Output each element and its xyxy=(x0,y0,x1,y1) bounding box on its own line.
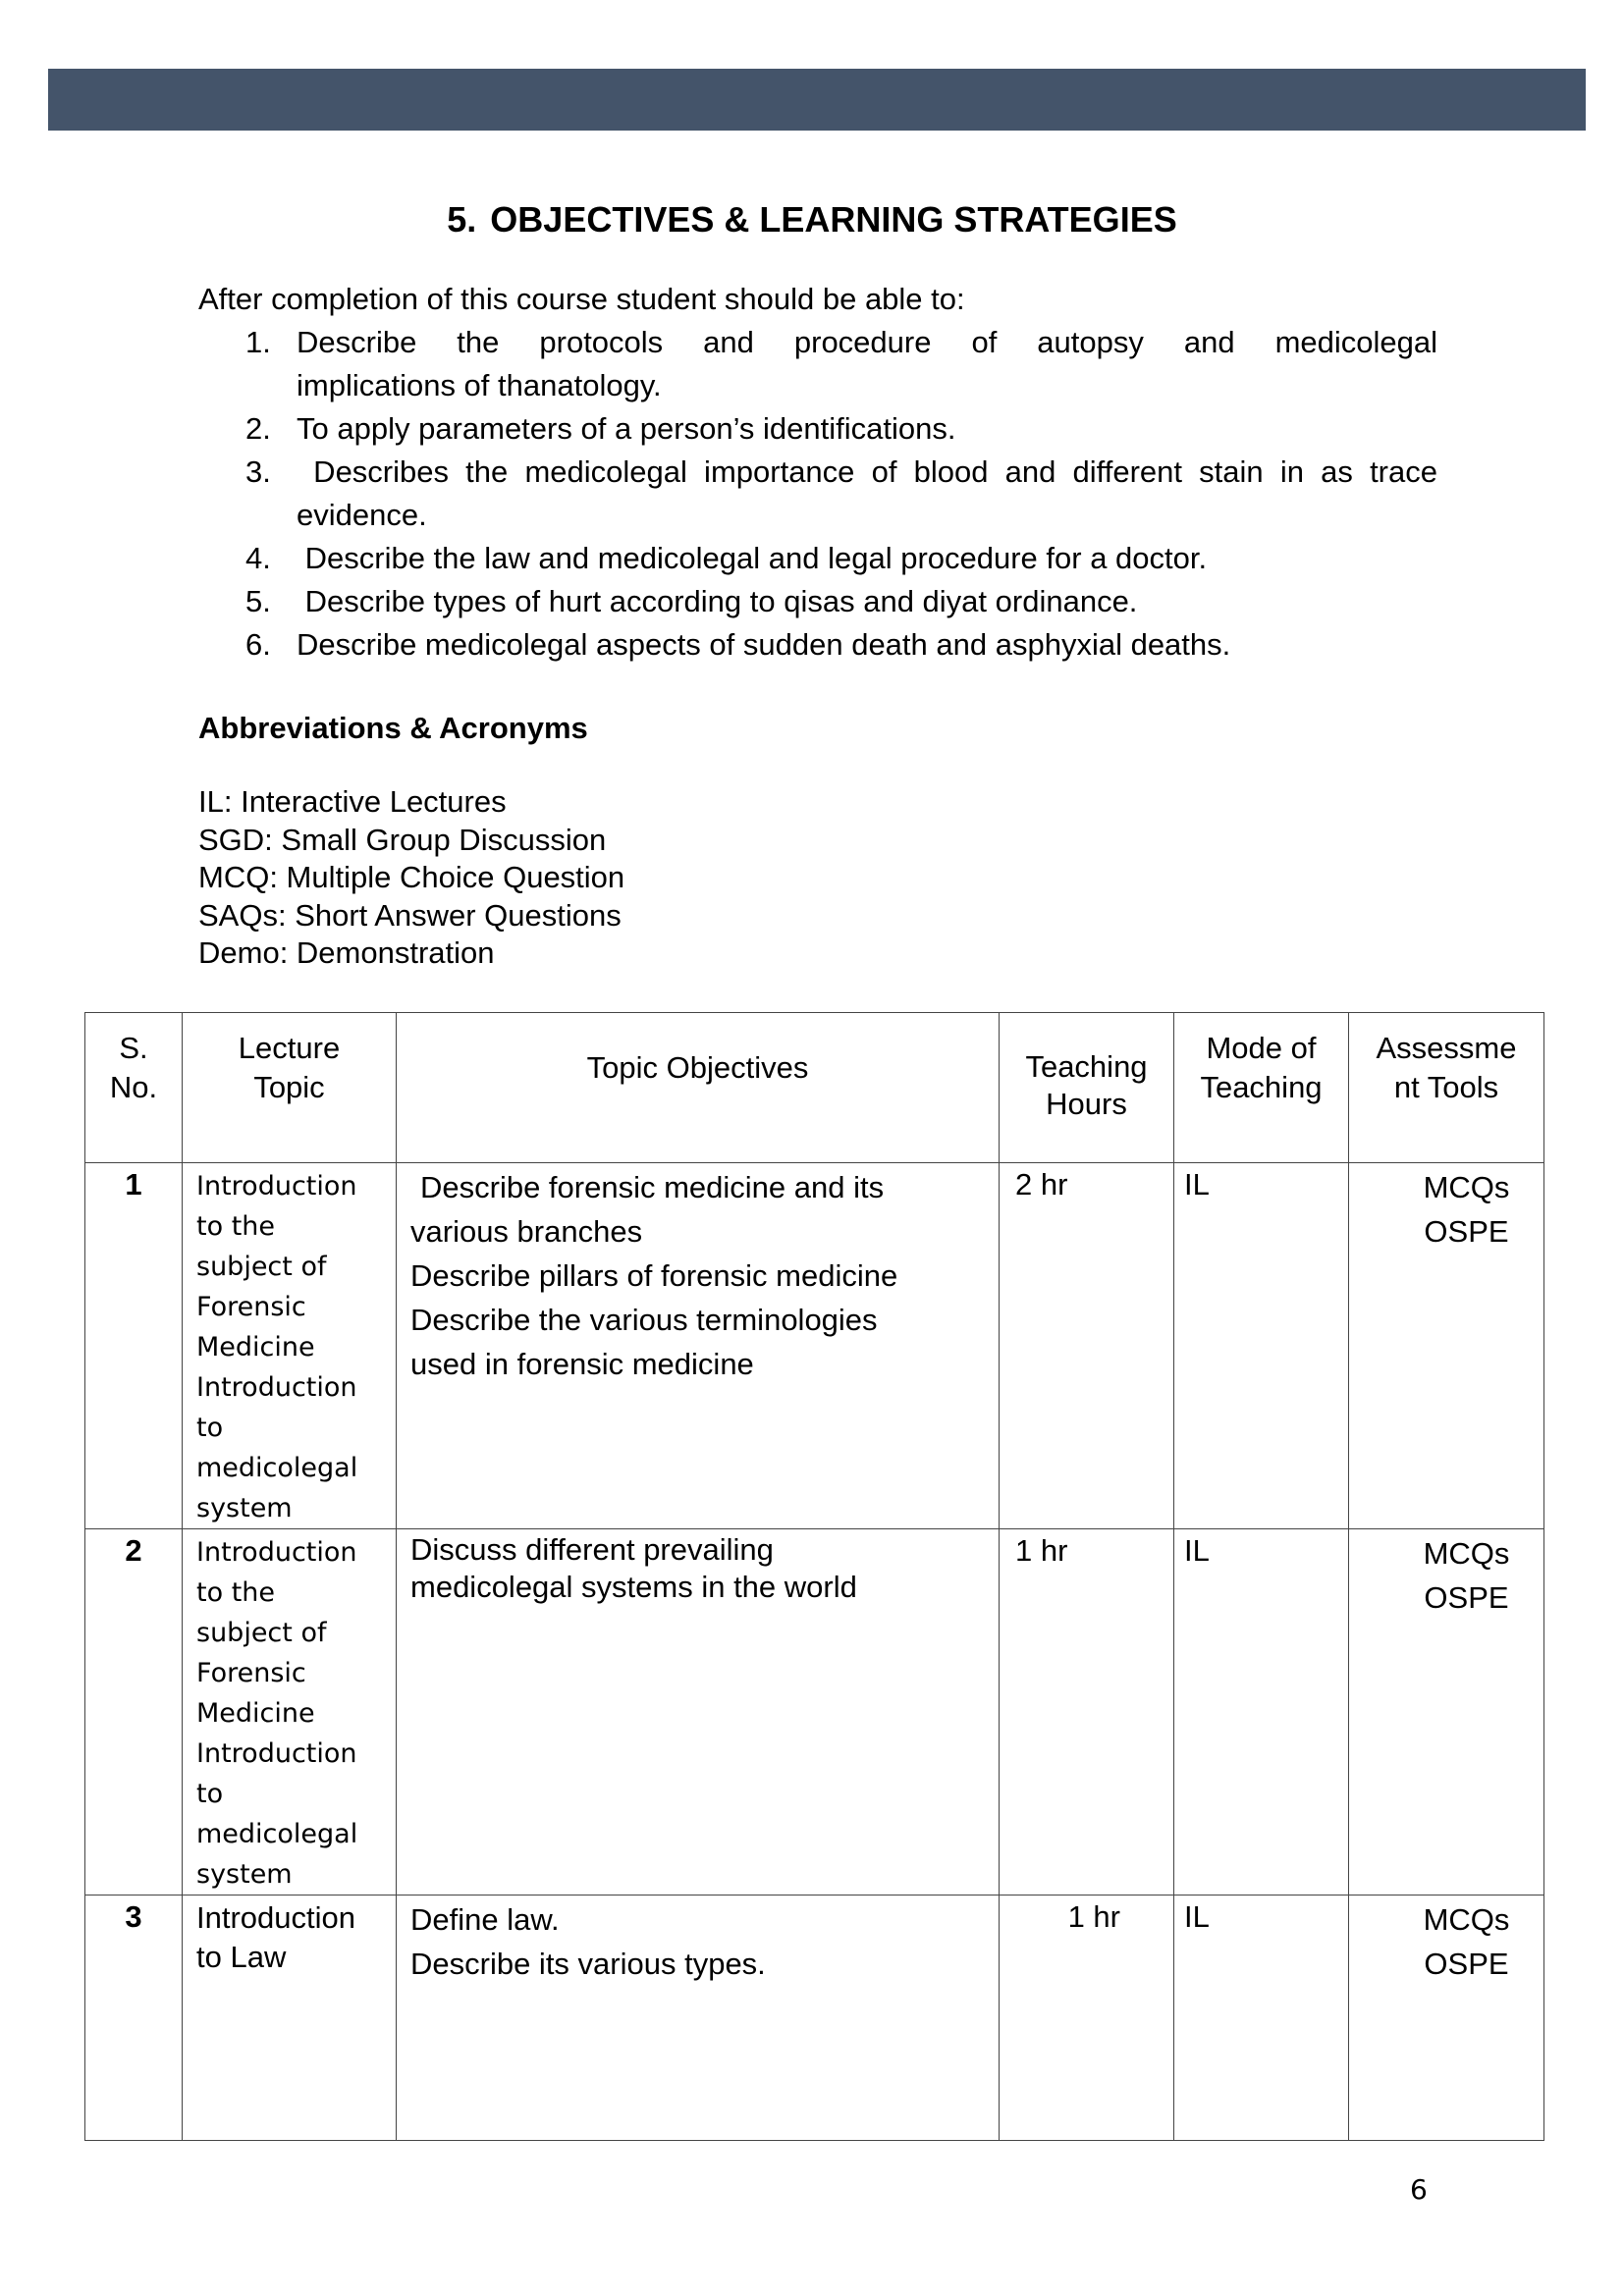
row-mode-of-teaching: IL xyxy=(1174,1896,1349,2141)
objective-line: Describe pillars of forensic medicine xyxy=(410,1258,898,1293)
topic-line: to xyxy=(196,1413,224,1443)
header-sno xyxy=(85,1013,183,1163)
objective-text: Describes the medicolegal importance of blood and different stain in as trace xyxy=(297,454,1437,489)
page-number: 6 xyxy=(1410,2173,1428,2206)
section-number: 5. xyxy=(447,199,477,240)
objective-number: 6. xyxy=(245,627,271,662)
objective-item xyxy=(198,407,1437,451)
objective-text: Describe medicolegal aspects of sudden death and asphyxial deaths. xyxy=(297,627,1231,662)
topic-line: Introduction xyxy=(196,1738,357,1769)
row-assessment-tools xyxy=(1349,1163,1544,1529)
row-topic-objectives xyxy=(397,1896,1000,2141)
objective-text-continued: evidence. xyxy=(297,498,427,532)
topic-line: Introduction xyxy=(196,1537,357,1568)
table-row xyxy=(85,1163,1544,1529)
row-lecture-topic xyxy=(183,1896,397,2141)
header-assessment-tools xyxy=(1349,1013,1544,1163)
row-teaching-hours: 1 hr xyxy=(1000,1529,1174,1896)
objective-item xyxy=(198,451,1437,537)
table-row xyxy=(85,1896,1544,2141)
objective-line: Describe its various types. xyxy=(410,1947,766,1981)
topic-line: medicolegal xyxy=(196,1819,358,1849)
topic-line: subject of xyxy=(196,1618,327,1648)
header-sno-line: No. xyxy=(109,1070,158,1104)
header-topic-line: Lecture xyxy=(238,1031,341,1065)
objective-line: Define law. xyxy=(410,1902,560,1937)
row-assessment-tools xyxy=(1349,1529,1544,1896)
row-mode-of-teaching: IL xyxy=(1174,1529,1349,1896)
objective-line: various branches xyxy=(410,1214,643,1249)
header-objectives-text: Topic Objectives xyxy=(586,1050,809,1085)
topic-line: Introduction xyxy=(196,1171,357,1201)
header-tools-line: nt Tools xyxy=(1393,1070,1499,1104)
header-teaching-hours xyxy=(1000,1013,1174,1163)
abbreviation-item: MCQ: Multiple Choice Question xyxy=(198,860,625,895)
header-topic-objectives xyxy=(397,1013,1000,1163)
objective-text: Describe the protocols and procedure of autopsy and medicolegal xyxy=(297,325,1437,359)
header-mode-line: Teaching xyxy=(1200,1070,1323,1104)
header-hours-line: Teaching xyxy=(1025,1049,1148,1084)
row-lecture-topic xyxy=(183,1163,397,1529)
objective-line: medicolegal systems in the world xyxy=(410,1570,857,1604)
objective-item xyxy=(198,623,1437,667)
header-mode-line: Mode of xyxy=(1206,1031,1317,1065)
topic-line: Medicine xyxy=(196,1332,315,1362)
objective-text: Describe the law and medicolegal and legal procedure for a doctor. xyxy=(297,541,1208,575)
header-mode-of-teaching xyxy=(1174,1013,1349,1163)
header-tools-line: Assessme xyxy=(1376,1031,1517,1065)
abbreviations-heading: Abbreviations & Acronyms xyxy=(198,711,588,745)
objective-item xyxy=(198,321,1437,407)
topic-line: Introduction xyxy=(196,1372,357,1403)
row-assessment-tools xyxy=(1349,1896,1544,2141)
table-row xyxy=(85,1529,1544,1896)
topic-line: to Law xyxy=(196,1940,287,1974)
abbreviation-item: IL: Interactive Lectures xyxy=(198,784,507,819)
objective-line: Discuss different prevailing xyxy=(410,1532,774,1567)
tool-item: MCQs xyxy=(1423,1170,1510,1204)
objective-text-continued: implications of thanatology. xyxy=(297,368,662,402)
row-topic-objectives xyxy=(397,1163,1000,1529)
objective-item xyxy=(198,537,1437,580)
objective-line: used in forensic medicine xyxy=(410,1347,754,1381)
row-sno: 2 xyxy=(85,1529,183,1896)
objective-item xyxy=(198,580,1437,623)
tool-item: MCQs xyxy=(1423,1902,1510,1937)
objective-number: 4. xyxy=(245,541,271,575)
objective-text: Describe types of hurt according to qisas and diyat ordinance. xyxy=(297,584,1138,618)
abbreviations-list xyxy=(198,783,624,973)
row-teaching-hours: 2 hr xyxy=(1000,1163,1174,1529)
topic-line: system xyxy=(196,1493,293,1523)
row-topic-objectives xyxy=(397,1529,1000,1896)
header-sno-line: S. xyxy=(119,1031,148,1065)
objective-number: 5. xyxy=(245,584,271,618)
row-teaching-hours: 1 hr xyxy=(1000,1896,1174,2141)
topic-line: to the xyxy=(196,1577,275,1608)
objective-number: 1. xyxy=(245,325,271,359)
topic-line: to xyxy=(196,1779,224,1809)
header-band xyxy=(48,69,1586,131)
topic-line: subject of xyxy=(196,1252,327,1282)
section-title: OBJECTIVES & LEARNING STRATEGIES xyxy=(490,199,1177,240)
objective-text: To apply parameters of a person’s identifications. xyxy=(297,411,956,446)
header-lecture-topic xyxy=(183,1013,397,1163)
tool-item: OSPE xyxy=(1424,1947,1509,1981)
objectives-list xyxy=(198,321,1437,667)
lecture-table xyxy=(84,1012,1544,2141)
table-header-row xyxy=(85,1013,1544,1163)
tool-item: OSPE xyxy=(1424,1580,1509,1615)
topic-line: Forensic xyxy=(196,1292,306,1322)
topic-line: Introduction xyxy=(196,1900,355,1935)
topic-line: to the xyxy=(196,1211,275,1242)
tool-item: OSPE xyxy=(1424,1214,1509,1249)
topic-line: medicolegal xyxy=(196,1453,358,1483)
tool-item: MCQs xyxy=(1423,1536,1510,1571)
row-sno: 3 xyxy=(85,1896,183,2141)
section-heading xyxy=(0,196,1624,243)
objective-number: 2. xyxy=(245,411,271,446)
objective-number: 3. xyxy=(245,454,271,489)
intro-text: After completion of this course student should be able to: xyxy=(198,282,965,316)
row-mode-of-teaching: IL xyxy=(1174,1163,1349,1529)
abbreviation-item: Demo: Demonstration xyxy=(198,935,495,971)
topic-line: Forensic xyxy=(196,1658,306,1688)
header-hours-line: Hours xyxy=(1046,1087,1127,1121)
topic-line: system xyxy=(196,1859,293,1890)
objective-line: Describe forensic medicine and its xyxy=(420,1170,885,1204)
topic-line: Medicine xyxy=(196,1698,315,1729)
row-lecture-topic xyxy=(183,1529,397,1896)
header-topic-line: Topic xyxy=(253,1070,325,1104)
abbreviation-item: SAQs: Short Answer Questions xyxy=(198,897,622,933)
objective-line: Describe the various terminologies xyxy=(410,1303,878,1337)
row-sno: 1 xyxy=(85,1163,183,1529)
abbreviation-item: SGD: Small Group Discussion xyxy=(198,822,607,857)
